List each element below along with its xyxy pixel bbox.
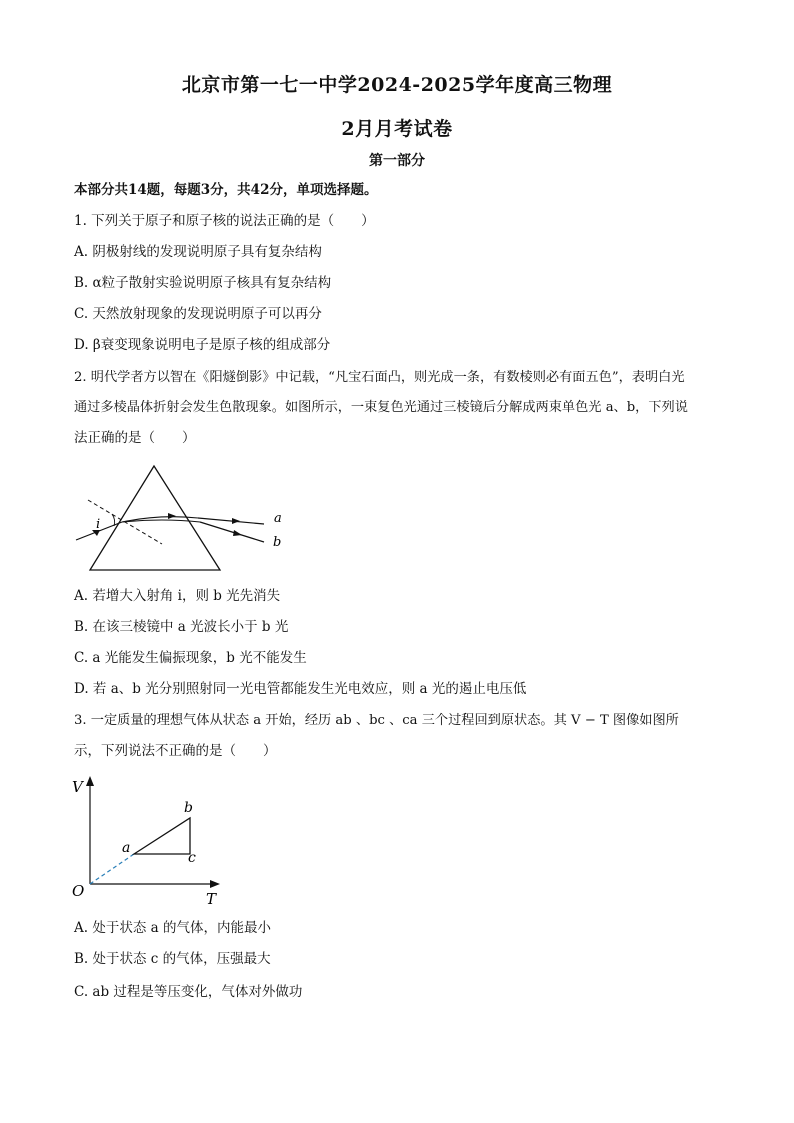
q3-option-a: A. 处于状态 a 的气体，内能最小	[74, 920, 271, 936]
q1-option-a: A. 阴极射线的发现说明原子具有复杂结构	[74, 244, 322, 260]
q2-option-c: C. a 光能发生偏振现象，b 光不能发生	[74, 650, 307, 666]
v-axis-arrowhead	[86, 776, 94, 786]
prism-figure	[70, 458, 300, 578]
t-axis-arrowhead	[210, 880, 220, 888]
exam-title: 北京市第一七一中学2024-2025学年度高三物理	[181, 74, 613, 96]
q2-option-a: A. 若增大入射角 i，则 b 光先消失	[74, 588, 281, 604]
axis-label-t: T	[206, 890, 217, 908]
q3-option-b: B. 处于状态 c 的气体，压强最大	[74, 951, 271, 967]
q3-option-c: C. ab 过程是等压变化，气体对外做功	[74, 984, 303, 1000]
axis-label-v: V	[72, 778, 83, 796]
state-label-b: b	[184, 800, 193, 816]
q3-stem-line2: 示，下列说法不正确的是（ ）	[74, 743, 277, 759]
q1-option-c: C. 天然放射现象的发现说明原子可以再分	[74, 306, 322, 322]
ray-label-b: b	[273, 535, 282, 550]
q2-stem-line2: 通过多棱晶体折射会发生色散现象。如图所示，一束复色光通过三棱镜后分解成两束单色光 a、b，下列说	[74, 400, 688, 415]
q3-stem-line1: 3. 一定质量的理想气体从状态 a 开始，经历 ab 、bc 、ca 三个过程回到原状态。其 V − T 图像如图所	[74, 713, 679, 728]
exam-subtitle: 2月月考试卷	[341, 118, 453, 140]
q1-option-b: B. α粒子散射实验说明原子核具有复杂结构	[74, 275, 332, 291]
ray-a-arrowhead	[232, 518, 240, 524]
internal-arrowhead	[168, 513, 176, 519]
q2-stem-line1: 2. 明代学者方以智在《阳燧倒影》中记载，“凡宝石面凸，则光成一条，有数棱则必有面五色”，表明白光	[74, 370, 685, 385]
q2-option-b: B. 在该三棱镜中 a 光波长小于 b 光	[74, 619, 289, 635]
origin-dashed-line	[90, 854, 134, 884]
angle-label-i: i	[96, 517, 101, 532]
outgoing-ray-a	[198, 518, 264, 524]
q1-stem: 1. 下列关于原子和原子核的说法正确的是（ ）	[74, 213, 375, 229]
section-heading: 第一部分	[369, 153, 425, 169]
ray-label-a: a	[274, 511, 282, 526]
ray-b-arrowhead	[233, 530, 242, 536]
state-label-c: c	[188, 850, 196, 866]
outgoing-ray-b	[200, 522, 264, 542]
origin-label: O	[72, 882, 85, 900]
section-instructions: 本部分共14题，每题3分，共42分，单项选择题。	[74, 182, 378, 198]
state-label-a: a	[122, 840, 131, 856]
q1-option-d: D. β衰变现象说明电子是原子核的组成部分	[74, 337, 331, 353]
q2-option-d: D. 若 a、b 光分别照射同一光电管都能发生光电效应，则 a 光的遏止电压低	[74, 681, 527, 697]
process-triangle-abc	[134, 818, 190, 854]
vt-graph-figure	[66, 772, 236, 910]
q2-stem-line3: 法正确的是（ ）	[74, 430, 196, 446]
